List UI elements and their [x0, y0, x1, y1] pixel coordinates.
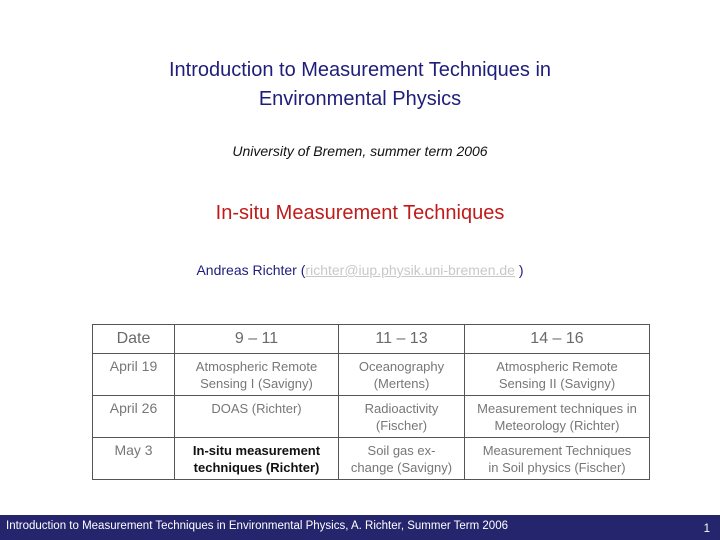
- row-date: April 19: [93, 354, 175, 396]
- cell-line: Radioactivity: [364, 401, 439, 416]
- cell-line: Sensing I (Savigny): [200, 376, 313, 391]
- author-email-link[interactable]: richter@iup.physik.uni-bremen.de: [305, 262, 515, 278]
- table-cell: [175, 396, 339, 438]
- page-number: 1: [703, 523, 710, 535]
- cell-line: Soil gas ex-: [367, 443, 436, 458]
- slide-title-line2: Environmental Physics: [258, 88, 462, 110]
- table-cell: [465, 354, 650, 396]
- author-paren-close: ): [518, 262, 524, 278]
- schedule-table: [92, 324, 650, 480]
- table-cell: [339, 354, 465, 396]
- cell-line: Meteorology (Richter): [494, 418, 620, 433]
- table-cell: [175, 354, 339, 396]
- table-row: [93, 396, 650, 438]
- slide-title: [0, 56, 720, 114]
- cell-line: Oceanography: [358, 359, 445, 374]
- cell-line: In-situ measurement: [192, 443, 321, 458]
- table-header-row: [93, 325, 650, 354]
- row-date: April 26: [93, 396, 175, 438]
- table-row: [93, 438, 650, 480]
- cell-line: (Fischer): [375, 418, 428, 433]
- header-slot-2: 11 – 13: [339, 325, 465, 354]
- cell-line: Sensing II (Savigny): [498, 376, 616, 391]
- table-cell-highlight: [175, 438, 339, 480]
- table-cell: [465, 396, 650, 438]
- table-row: [93, 354, 650, 396]
- author-paren-open: (: [300, 262, 306, 278]
- cell-line: Measurement Techniques: [482, 443, 632, 458]
- row-date: May 3: [93, 438, 175, 480]
- cell-line: DOAS (Richter): [211, 401, 302, 416]
- table-cell: [339, 396, 465, 438]
- footer-bar: [0, 515, 720, 540]
- header-date: Date: [93, 325, 175, 354]
- table-cell: [339, 438, 465, 480]
- cell-line: Measurement techniques in: [477, 401, 637, 416]
- footer-text: Introduction to Measurement Techniques in Environmental Physics, A. Richter, Summer Term 2006: [6, 520, 508, 532]
- cell-line: in Soil physics (Fischer): [488, 460, 626, 475]
- section-title: In-situ Measurement Techniques: [215, 202, 505, 224]
- author-line: [0, 262, 720, 278]
- cell-line: change (Savigny): [350, 460, 453, 475]
- cell-line: Atmospheric Remote: [496, 359, 618, 374]
- cell-line: techniques (Richter): [193, 460, 320, 475]
- cell-line: Atmospheric Remote: [195, 359, 318, 374]
- header-slot-3: 14 – 16: [465, 325, 650, 354]
- author-name: Andreas Richter: [196, 262, 297, 278]
- table-cell: [465, 438, 650, 480]
- subtitle: University of Bremen, summer term 2006: [232, 143, 488, 159]
- cell-line: (Mertens): [373, 376, 430, 391]
- header-slot-1: 9 – 11: [175, 325, 339, 354]
- slide-title-line1: Introduction to Measurement Techniques in: [168, 59, 552, 81]
